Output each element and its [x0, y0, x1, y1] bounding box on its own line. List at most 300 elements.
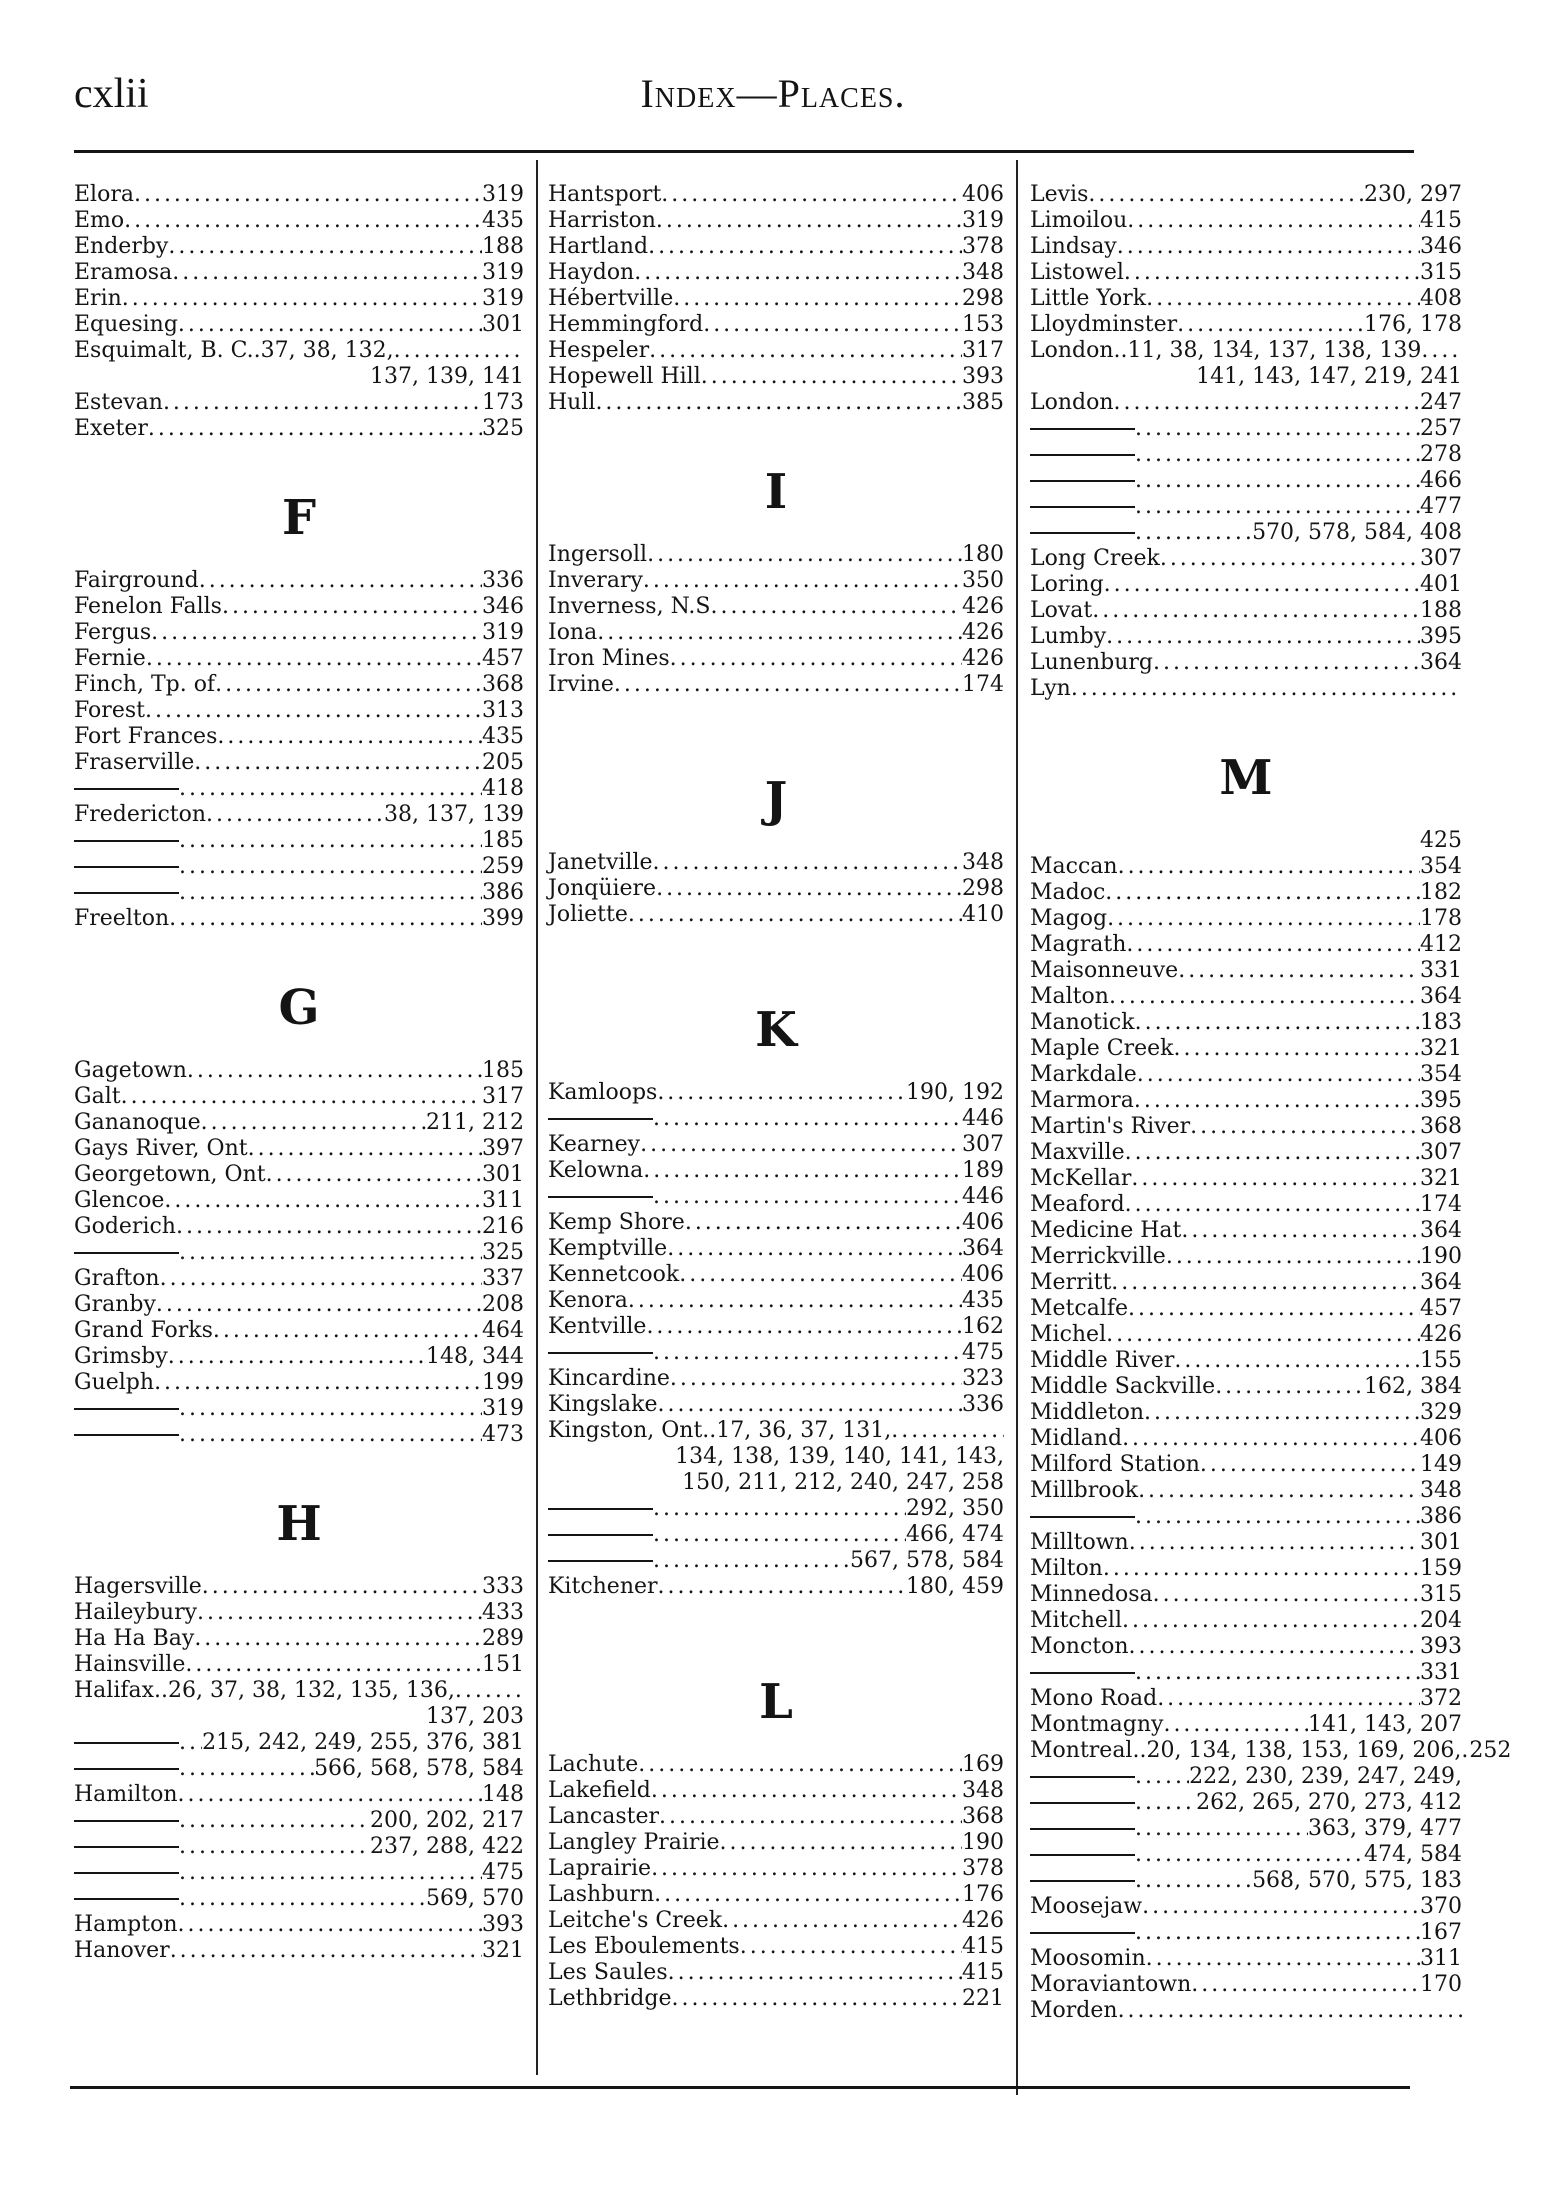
- dot-leader: [1135, 1842, 1364, 1868]
- ditto-dash: [1030, 1816, 1135, 1842]
- page-references: 317: [482, 1084, 524, 1109]
- ditto-dash: [1030, 520, 1135, 546]
- dot-leader: [1461, 1738, 1469, 1764]
- place-name: Hanover: [74, 1938, 170, 1963]
- dot-leader: [1144, 1400, 1420, 1426]
- page-references: 216: [482, 1214, 524, 1239]
- dot-leader: [634, 260, 962, 286]
- page-references: 408: [1420, 286, 1462, 311]
- dot-leader: [1071, 676, 1462, 702]
- dot-leader: [670, 646, 962, 672]
- place-name: Leitche's Creek: [548, 1908, 723, 1933]
- page-references: 307: [1420, 1140, 1462, 1165]
- dot-leader: [711, 594, 963, 620]
- page-references: 321: [1420, 1036, 1462, 1061]
- dot-leader: [169, 906, 482, 932]
- page-references: 348: [962, 1778, 1004, 1803]
- entry-continuation: 137, 139, 141: [370, 364, 524, 389]
- place-name: Haydon: [548, 260, 635, 285]
- page-references: 292, 350: [906, 1496, 1004, 1521]
- dot-leader: [1160, 546, 1420, 572]
- index-entry: [548, 1574, 1004, 1600]
- dot-leader: [185, 1652, 482, 1678]
- dot-leader: [1114, 390, 1420, 416]
- place-name: Lloydminster: [1030, 312, 1178, 337]
- spacer: [548, 1626, 1004, 1652]
- place-name: Joliette: [548, 902, 628, 927]
- place-name: Kennetcook: [548, 1262, 680, 1287]
- index-entry: [1030, 260, 1462, 286]
- dot-leader: [1107, 906, 1420, 932]
- index-entry: [1030, 286, 1462, 312]
- dot-leader: [1105, 880, 1420, 906]
- place-name: Janetville: [548, 850, 653, 875]
- dot-leader: [653, 1184, 962, 1210]
- index-entry: [74, 594, 524, 620]
- index-entry: [74, 1344, 524, 1370]
- page-references: 199: [482, 1370, 524, 1395]
- index-entry: [74, 260, 524, 286]
- ditto-dash: [74, 1240, 179, 1266]
- spacer: [548, 416, 1004, 442]
- dot-leader: [122, 286, 482, 312]
- dot-leader: [179, 854, 482, 880]
- index-entry: [1030, 390, 1462, 416]
- index-entry: [1030, 1088, 1462, 1114]
- page-references: 386: [1420, 1504, 1462, 1529]
- ditto-dash: [74, 1396, 179, 1422]
- place-name: Elora: [74, 182, 134, 207]
- dot-leader: [1127, 208, 1420, 234]
- place-name: Milton: [1030, 1556, 1103, 1581]
- place-name: Levis: [1030, 182, 1089, 207]
- index-entry: [548, 1548, 1004, 1574]
- index-entry: [548, 620, 1004, 646]
- page-references: 466: [1420, 468, 1462, 493]
- place-name: Georgetown, Ont: [74, 1162, 266, 1187]
- page-references: 477: [1420, 494, 1462, 519]
- dot-leader: [194, 750, 482, 776]
- page-references: 426: [962, 620, 1004, 645]
- place-name: Forest: [74, 698, 145, 723]
- place-name: Milford Station: [1030, 1452, 1200, 1477]
- page-references: 418: [482, 776, 524, 801]
- page-references: 176, 178: [1364, 312, 1462, 337]
- page-references: 364: [1420, 984, 1462, 1009]
- place-name: Hagersville: [74, 1574, 202, 1599]
- dot-leader: [178, 312, 482, 338]
- index-entry: [74, 208, 524, 234]
- page-references: 406: [962, 1262, 1004, 1287]
- index-entry: [1030, 1140, 1462, 1166]
- page-references: 155: [1420, 1348, 1462, 1373]
- page-references: 457: [482, 646, 524, 671]
- dot-leader: [891, 1418, 1004, 1444]
- index-entry: [548, 1908, 1004, 1934]
- index-entry: [74, 1938, 524, 1964]
- place-name: Lyn: [1030, 676, 1071, 701]
- dot-leader: [657, 1080, 906, 1106]
- place-name: Kemp Shore: [548, 1210, 685, 1235]
- page-references: 190: [1420, 1244, 1462, 1269]
- dot-leader: [217, 724, 482, 750]
- dot-leader: [1153, 650, 1420, 676]
- dot-leader: [1174, 1348, 1420, 1374]
- ditto-dash: [1030, 494, 1135, 520]
- dot-leader: [647, 542, 962, 568]
- page-references: 329: [1420, 1400, 1462, 1425]
- dot-leader: [1103, 1556, 1420, 1582]
- page-references: 230, 297: [1364, 182, 1462, 207]
- place-name: Grafton: [74, 1266, 160, 1291]
- dot-leader: [168, 1344, 426, 1370]
- ditto-dash: [1030, 1504, 1135, 1530]
- place-name: Jonqüiere: [548, 876, 657, 901]
- dot-leader: [176, 1214, 482, 1240]
- dot-leader: [1135, 1790, 1196, 1816]
- place-name: Hemmingford: [548, 312, 704, 337]
- place-name: Maple Creek: [1030, 1036, 1174, 1061]
- bottom-rule: [70, 2086, 1410, 2089]
- ditto-dash: [548, 1184, 653, 1210]
- place-name: Kitchener: [548, 1574, 658, 1599]
- dot-leader: [170, 1938, 482, 1964]
- page-references: 368: [962, 1804, 1004, 1829]
- index-entry: [74, 1756, 524, 1782]
- index-entry: [548, 902, 1004, 928]
- dot-leader: [455, 1678, 524, 1704]
- dot-leader: [215, 672, 482, 698]
- spacer: [74, 442, 524, 468]
- dot-leader: [145, 698, 482, 724]
- dot-leader: [178, 1782, 483, 1808]
- index-entry: [74, 1110, 524, 1136]
- ditto-dash: [74, 1730, 179, 1756]
- place-name: Madoc: [1030, 880, 1106, 905]
- index-entry: [74, 1574, 524, 1600]
- page-references: 395: [1420, 1088, 1462, 1113]
- index-entry: [74, 750, 524, 776]
- dot-leader: [1126, 932, 1420, 958]
- dot-leader: [134, 182, 482, 208]
- page-references: 319: [482, 1396, 524, 1421]
- entry-continuation: 134, 138, 139, 140, 141, 143,: [675, 1444, 1004, 1469]
- index-entry: [74, 880, 524, 906]
- dot-leader: [179, 1756, 314, 1782]
- page-references: 568, 570, 575, 183: [1252, 1868, 1462, 1893]
- page-references: 354: [1420, 854, 1462, 879]
- ditto-dash: [74, 880, 179, 906]
- dot-leader: [179, 776, 482, 802]
- dot-leader: [1135, 1010, 1420, 1036]
- dot-leader: [1135, 1868, 1252, 1894]
- dot-leader: [1131, 1166, 1420, 1192]
- dot-leader: [1174, 1036, 1421, 1062]
- index-entry: [548, 1132, 1004, 1158]
- page-references: 167: [1420, 1920, 1462, 1945]
- index-entry: [74, 390, 524, 416]
- page-references: 368: [1420, 1114, 1462, 1139]
- index-entry: [1030, 468, 1462, 494]
- ditto-dash: [74, 776, 179, 802]
- page-references: 169: [962, 1752, 1004, 1777]
- dot-leader: [1135, 494, 1420, 520]
- page-references: 395: [1420, 624, 1462, 649]
- index-entry: [74, 1084, 524, 1110]
- page-references: 368: [482, 672, 524, 697]
- dot-leader: [648, 234, 962, 260]
- page-references: 298: [962, 286, 1004, 311]
- index-entry: [1030, 546, 1462, 572]
- index-entry: [1030, 1504, 1462, 1530]
- index-entry: [74, 1240, 524, 1266]
- section-letter: L: [759, 1674, 793, 1730]
- section-letter: H: [276, 1496, 322, 1552]
- section-letter: F: [281, 490, 317, 546]
- ditto-dash: [1030, 416, 1135, 442]
- dot-leader: [659, 1804, 962, 1830]
- dot-leader: [628, 902, 962, 928]
- place-name: Little York: [1030, 286, 1147, 311]
- place-name: Lancaster: [548, 1804, 659, 1829]
- dot-leader: [614, 672, 962, 698]
- index-entry: [1030, 1296, 1462, 1322]
- page-references: 569, 570: [426, 1886, 524, 1911]
- place-name: Montreal..20, 134, 138, 153, 169, 206,: [1030, 1738, 1462, 1763]
- index-entry: [1030, 1764, 1462, 1790]
- place-name: London: [1030, 390, 1114, 415]
- index-entry: [1030, 182, 1462, 208]
- index-column-2: [548, 182, 1004, 2012]
- dot-leader: [649, 338, 962, 364]
- ditto-dash: [74, 828, 179, 854]
- page-references: 313: [482, 698, 524, 723]
- index-column-1: [74, 182, 524, 1964]
- dot-leader: [597, 620, 962, 646]
- dot-leader: [179, 1886, 426, 1912]
- place-name: Magrath: [1030, 932, 1127, 957]
- place-name: Kentville: [548, 1314, 647, 1339]
- index-entry: [74, 1136, 524, 1162]
- dot-leader: [643, 1158, 962, 1184]
- index-entry: [548, 1080, 1004, 1106]
- place-name: Kingslake: [548, 1392, 658, 1417]
- dot-leader: [222, 594, 482, 620]
- place-name: Halifax..26, 37, 38, 132, 135, 136,: [74, 1678, 455, 1703]
- ditto-dash: [548, 1548, 653, 1574]
- dot-leader: [1146, 1946, 1420, 1972]
- page-references: 38, 137, 139: [384, 802, 524, 827]
- index-entry: [1030, 1816, 1462, 1842]
- dot-leader: [1137, 1062, 1420, 1088]
- place-name: Maisonneuve: [1030, 958, 1179, 983]
- index-entry: [548, 1986, 1004, 2012]
- dot-leader: [179, 1396, 482, 1422]
- index-entry: [548, 850, 1004, 876]
- dot-leader: [1135, 1504, 1420, 1530]
- page-references: 148, 344: [426, 1344, 524, 1369]
- dot-leader: [179, 1808, 370, 1834]
- index-entry: [548, 286, 1004, 312]
- place-name: Manotick: [1030, 1010, 1135, 1035]
- place-name: Inverness, N.S: [548, 594, 711, 619]
- place-name: Hartland: [548, 234, 649, 259]
- dot-leader: [679, 1262, 962, 1288]
- dot-leader: [1135, 468, 1420, 494]
- index-entry: [548, 594, 1004, 620]
- place-name: Glencoe: [74, 1188, 165, 1213]
- ditto-dash: [74, 1422, 179, 1448]
- index-entry: [74, 776, 524, 802]
- dot-leader: [1135, 1764, 1189, 1790]
- page-references: 406: [1420, 1426, 1462, 1451]
- index-entry: [548, 234, 1004, 260]
- page-references: 337: [482, 1266, 524, 1291]
- index-entry: [74, 620, 524, 646]
- index-entry: [1030, 624, 1462, 650]
- page-references: 174: [1420, 1192, 1462, 1217]
- index-entry: [74, 1652, 524, 1678]
- page-references: 189: [962, 1158, 1004, 1183]
- page-references: 385: [962, 390, 1004, 415]
- place-name: Hantsport: [548, 182, 662, 207]
- index-entry: [1030, 1270, 1462, 1296]
- index-entry: [1030, 1478, 1462, 1504]
- page-number: cxlii: [74, 71, 149, 117]
- page-references: 319: [482, 260, 524, 285]
- index-entry: [548, 1522, 1004, 1548]
- place-name: Kincardine: [548, 1366, 670, 1391]
- index-entry: [1030, 1634, 1462, 1660]
- dot-leader: [651, 1778, 962, 1804]
- page-references: 200, 202, 217: [370, 1808, 524, 1833]
- dot-leader: [653, 1340, 962, 1366]
- page-references: 386: [482, 880, 524, 905]
- dot-leader: [628, 1288, 962, 1314]
- index-entry: [1030, 598, 1462, 624]
- page-references: 174: [962, 672, 1004, 697]
- place-name: Langley Prairie: [548, 1830, 720, 1855]
- index-entry: [548, 1960, 1004, 1986]
- index-entry: [548, 182, 1004, 208]
- page-references: 435: [482, 724, 524, 749]
- dot-leader: [653, 1106, 962, 1132]
- dot-leader: [179, 1422, 482, 1448]
- page-references: 336: [962, 1392, 1004, 1417]
- page-references: 331: [1420, 1660, 1462, 1685]
- index-entry: [74, 1214, 524, 1240]
- page-references: 319: [962, 208, 1004, 233]
- spacer: [1030, 702, 1462, 728]
- entry-continuation: 141, 143, 147, 219, 241: [1196, 364, 1462, 389]
- index-entry: [1030, 494, 1462, 520]
- column-divider-2: [1016, 160, 1018, 2095]
- page-references: 204: [1420, 1608, 1462, 1633]
- index-entry: [74, 906, 524, 932]
- page-references: 151: [482, 1652, 524, 1677]
- page-references: 446: [962, 1184, 1004, 1209]
- page-references: 149: [1420, 1452, 1462, 1477]
- place-name: Fraserville: [74, 750, 195, 775]
- index-entry: [74, 828, 524, 854]
- entry-continuation: 150, 211, 212, 240, 247, 258: [682, 1470, 1004, 1495]
- index-entry: [1030, 1062, 1462, 1088]
- dot-leader: [1106, 1322, 1420, 1348]
- index-entry: [548, 1184, 1004, 1210]
- page-references: 466, 474: [906, 1522, 1004, 1547]
- place-name: Middle River: [1030, 1348, 1175, 1373]
- page-references: 252: [1469, 1738, 1512, 1763]
- index-entry: [1030, 1842, 1462, 1868]
- ditto-dash: [74, 1834, 179, 1860]
- page-references: 259: [482, 854, 524, 879]
- page-references: 188: [482, 234, 524, 259]
- index-entry: [1030, 234, 1462, 260]
- index-entry: [74, 338, 524, 364]
- place-name: Markdale: [1030, 1062, 1137, 1087]
- page-references: 319: [482, 182, 524, 207]
- index-entry: [1030, 984, 1462, 1010]
- ditto-dash: [1030, 1790, 1135, 1816]
- index-entry: [1030, 1686, 1462, 1712]
- index-entry: [548, 260, 1004, 286]
- index-entry: [548, 208, 1004, 234]
- dot-leader: [1122, 1426, 1420, 1452]
- index-entry: [1030, 1114, 1462, 1140]
- dot-leader: [667, 1236, 962, 1262]
- dot-leader: [1092, 598, 1420, 624]
- page-references: 188: [1420, 598, 1462, 623]
- place-name: Montmagny: [1030, 1712, 1164, 1737]
- page-references: 566, 568, 578, 584: [314, 1756, 524, 1781]
- place-name: Enderby: [74, 234, 169, 259]
- page-references: 331: [1420, 958, 1462, 983]
- index-entry: [74, 1912, 524, 1938]
- entry-continuation: 425: [1420, 828, 1462, 853]
- dot-leader: [1190, 1114, 1420, 1140]
- column-divider-1: [536, 160, 538, 2075]
- index-entry: [1030, 1530, 1462, 1556]
- place-name: London..11, 38, 134, 137, 138, 139: [1030, 338, 1422, 363]
- index-entry: [74, 1730, 524, 1756]
- index-entry: [1030, 1920, 1462, 1946]
- page-references: 325: [482, 1240, 524, 1265]
- dot-leader: [722, 1908, 962, 1934]
- dot-leader: [701, 364, 962, 390]
- page-references: 301: [482, 1162, 524, 1187]
- page-references: 473: [482, 1422, 524, 1447]
- page-references: 446: [962, 1106, 1004, 1131]
- dot-leader: [156, 1292, 482, 1318]
- spacer: [548, 954, 1004, 980]
- dot-leader: [154, 1370, 482, 1396]
- index-entry: [74, 312, 524, 338]
- page-references: 162, 384: [1364, 1374, 1462, 1399]
- place-name: Lovat: [1030, 598, 1093, 623]
- dot-leader: [168, 234, 482, 260]
- place-name: Loring: [1030, 572, 1104, 597]
- dot-leader: [179, 1240, 482, 1266]
- dot-leader: [1166, 1244, 1420, 1270]
- index-entry: [1030, 958, 1462, 984]
- page-references: 222, 230, 239, 247, 249,: [1189, 1764, 1462, 1789]
- page-references: 464: [482, 1318, 524, 1343]
- index-entry: [1030, 932, 1462, 958]
- page-references: 435: [482, 208, 524, 233]
- dot-leader: [194, 1626, 482, 1652]
- page-references: 141, 143, 207: [1308, 1712, 1462, 1737]
- place-name: Haileybury: [74, 1600, 198, 1625]
